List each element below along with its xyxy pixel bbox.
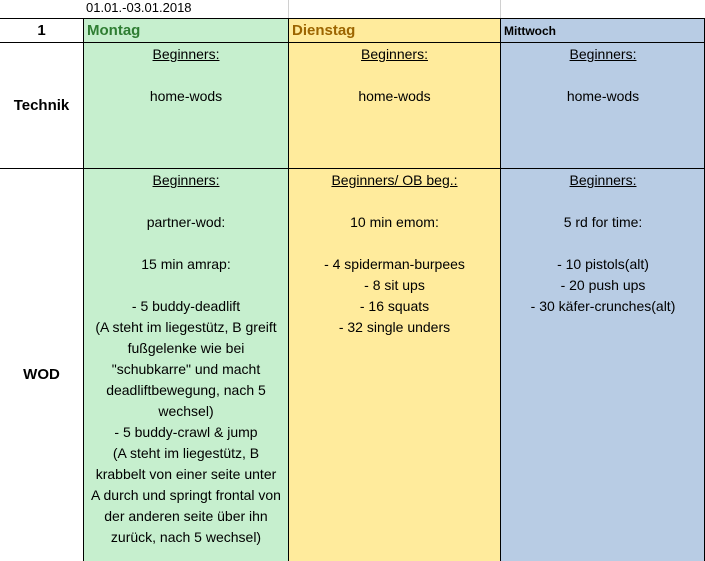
wod-wednesday-line — [501, 191, 705, 212]
wod-wednesday-line: - 30 käfer-crunches(alt) — [530, 298, 676, 314]
technik-tuesday-heading: Beginners: — [361, 46, 428, 62]
wod-monday-line: - 5 buddy-crawl & jump — [114, 424, 258, 440]
date-range-cell[interactable] — [84, 0, 288, 18]
spacer — [84, 65, 288, 86]
gridline — [288, 0, 289, 19]
wod-monday-line: krabbelt von einer seite unter — [95, 466, 277, 482]
week-number-cell[interactable] — [0, 19, 83, 42]
header-bottom-border — [0, 42, 705, 43]
day-header-monday[interactable] — [84, 19, 288, 42]
technik-tuesday-cell[interactable] — [289, 43, 500, 168]
technik-monday-text: home-wods — [149, 88, 223, 104]
wod-tuesday-line: - 8 sit ups — [364, 277, 425, 293]
wod-monday-line: 15 min amrap: — [141, 256, 231, 272]
wod-tuesday-line: - 16 squats — [359, 298, 430, 314]
wod-tuesday-line — [289, 233, 500, 254]
wod-monday-line: wechsel) — [158, 403, 214, 419]
row-label-wod: WOD — [23, 366, 60, 383]
wod-tuesday-line: 10 min emom: — [350, 214, 439, 230]
wod-monday-lines — [84, 191, 288, 548]
spacer — [501, 65, 705, 86]
gridline — [500, 0, 501, 19]
wod-tuesday-heading: Beginners/ OB beg.: — [331, 172, 458, 188]
wod-wednesday-line: 5 rd for time: — [563, 214, 643, 230]
technik-wednesday-text: home-wods — [566, 88, 640, 104]
wod-monday-heading: Beginners: — [152, 172, 220, 188]
row-label-technik: Technik — [13, 97, 70, 114]
spacer — [289, 65, 500, 86]
wod-tuesday-line — [289, 191, 500, 212]
wod-monday-line — [84, 275, 288, 296]
wod-wednesday-heading: Beginners: — [569, 172, 637, 188]
wod-wednesday-lines — [501, 191, 705, 317]
day-label-monday: Montag — [87, 22, 141, 39]
wod-monday-line: A durch und springt frontal von — [91, 487, 281, 503]
technik-bottom-border — [0, 168, 705, 169]
wod-monday-line: deadliftbewegung, nach 5 — [106, 382, 266, 398]
wod-monday-line: - 5 buddy-deadlift — [131, 298, 241, 314]
wod-monday-line: zurück, nach 5 wechsel) — [110, 529, 262, 545]
day-label-wednesday: Mittwoch — [504, 24, 556, 38]
wod-wednesday-line: - 20 push ups — [560, 277, 646, 293]
row-label-technik-cell[interactable] — [0, 43, 83, 168]
wod-monday-line: "schubkarre" und macht — [111, 361, 261, 377]
wod-tuesday-line: - 4 spiderman-burpees — [324, 256, 465, 272]
wod-tuesday-line: - 32 single unders — [338, 319, 451, 335]
day-header-tuesday[interactable] — [289, 19, 500, 42]
wod-tuesday-cell[interactable] — [289, 169, 500, 561]
column-border — [83, 18, 84, 561]
technik-monday-heading: Beginners: — [152, 46, 220, 62]
wod-wednesday-cell[interactable] — [501, 169, 705, 561]
week-number: 1 — [37, 22, 46, 39]
day-label-tuesday: Dienstag — [292, 22, 356, 39]
technik-wednesday-heading: Beginners: — [569, 46, 637, 62]
column-border — [500, 18, 501, 561]
row-label-wod-cell[interactable] — [0, 169, 83, 561]
wod-monday-line: partner-wod: — [146, 214, 226, 230]
wod-monday-line: fußgelenke wie bei — [127, 340, 245, 356]
wod-wednesday-line — [501, 233, 705, 254]
date-range: 01.01.-03.01.2018 — [86, 0, 192, 15]
wod-tuesday-lines — [289, 191, 500, 338]
wod-monday-line: (A steht im liegestütz, B — [112, 445, 260, 461]
day-header-wednesday[interactable] — [501, 19, 705, 42]
header-top-border — [0, 18, 705, 19]
wod-monday-line: der anderen seite über ihn — [104, 508, 268, 524]
wod-monday-line: (A steht im liegestütz, B greift — [95, 319, 277, 335]
wod-monday-cell[interactable] — [84, 169, 288, 561]
wod-wednesday-line: - 10 pistols(alt) — [557, 256, 649, 272]
wod-monday-line — [84, 233, 288, 254]
technik-monday-cell[interactable] — [84, 43, 288, 168]
technik-wednesday-cell[interactable] — [501, 43, 705, 168]
technik-tuesday-text: home-wods — [358, 88, 431, 104]
wod-monday-line — [84, 191, 288, 212]
column-border — [288, 18, 289, 561]
